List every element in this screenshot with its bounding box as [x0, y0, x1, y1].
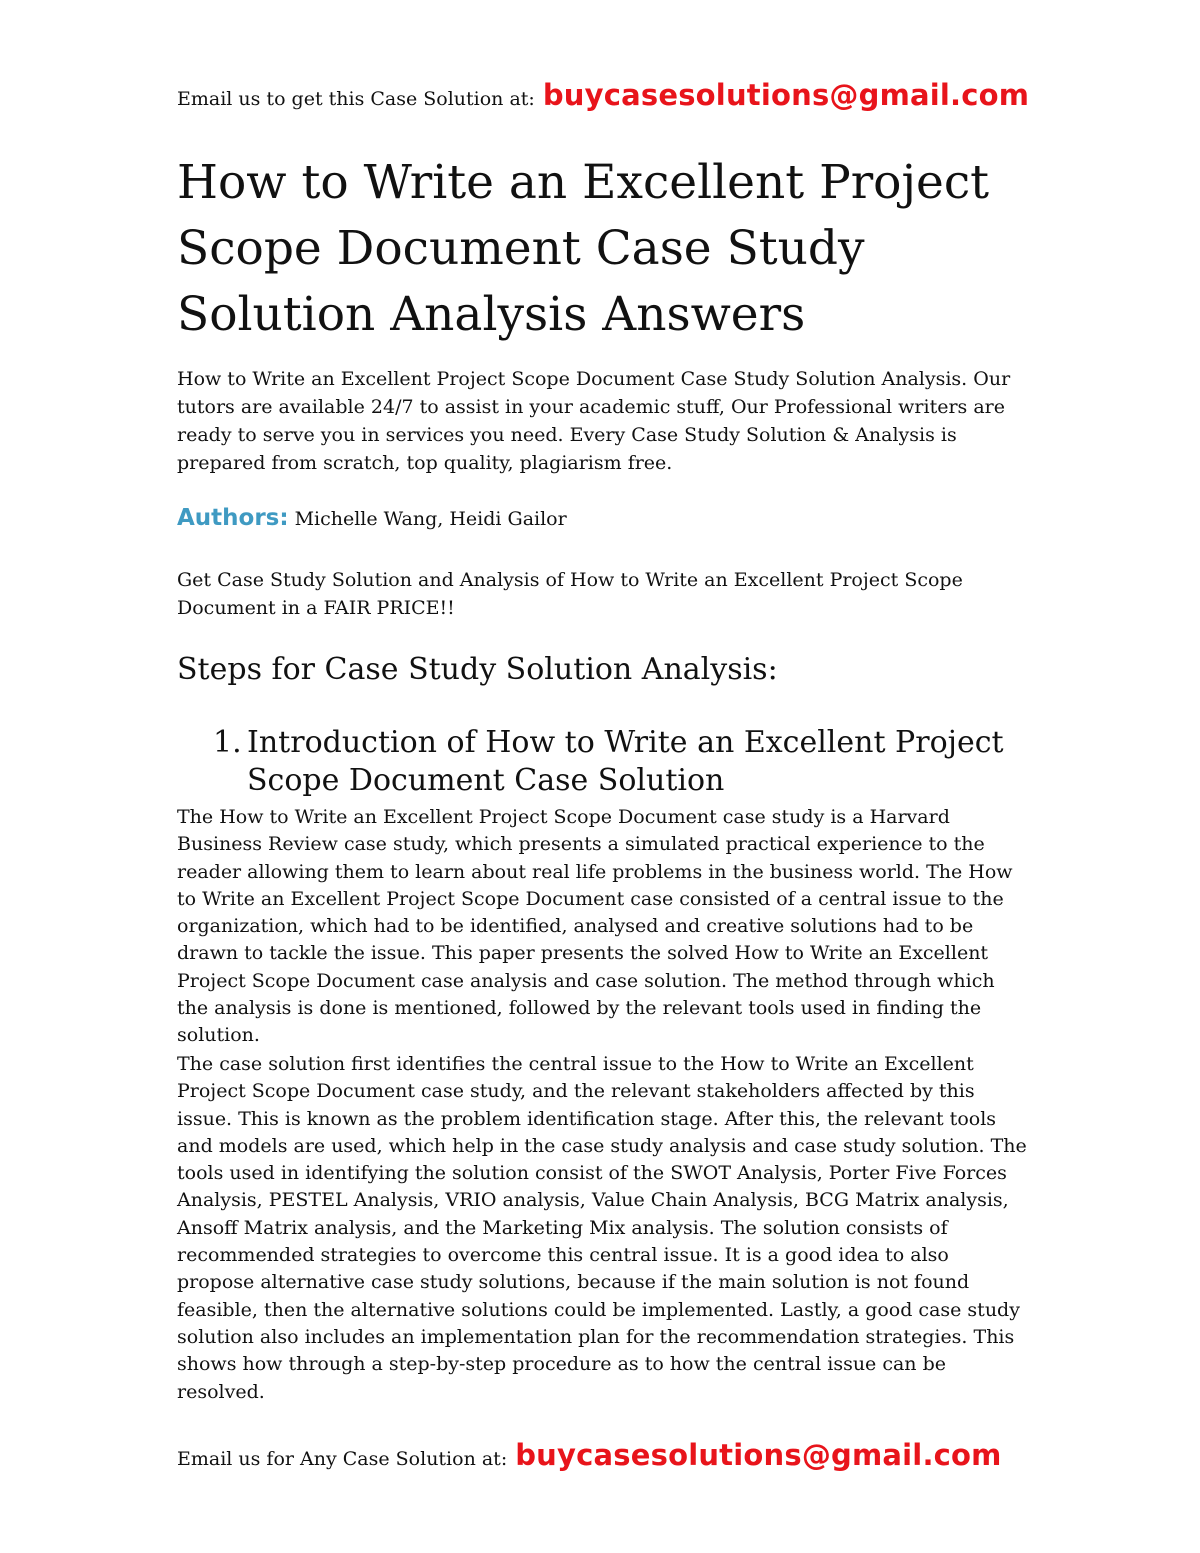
email-address-link[interactable]: buycasesolutions@gmail.com	[515, 1438, 1002, 1472]
intro-paragraph: How to Write an Excellent Project Scope Document Case Study Solution Analysis. Our tutors are available 24/7 to assist in your academic stuff, Our Professional writers are ready to serve you in services you need. Every Case Study Solution & Analysis is prepared from scratch, top quality, plagiarism free.	[177, 368, 1011, 474]
body-paragraph-1: The How to Write an Excellent Project Scope Document case study is a Harvard Business Review case study, which presents a simulated practical experience to the reader allowing them to learn about real life problems in the business world. The How to Write an Excellent Project Scope Document case consisted of a central issue to the organization, which had to be identified, analysed and creative solutions had to be drawn to tackle the issue. This paper presents the solved How to Write an Excellent Project Scope Document case analysis and case solution. The method through which the analysis is done is mentioned, followed by the relevant tools used in finding the solution.	[177, 806, 1013, 1047]
email-prefix: Email us to get this Case Solution at:	[177, 88, 535, 110]
email-prefix: Email us for Any Case Solution at:	[177, 1448, 508, 1470]
step-text: Introduction of How to Write an Excellent Project Scope Document Case Solution	[247, 725, 1004, 798]
email-address-link[interactable]: buycasesolutions@gmail.com	[542, 78, 1030, 112]
step-number: 1.	[213, 725, 242, 760]
authors-names: Michelle Wang, Heidi Gailor	[294, 508, 567, 530]
body-paragraph-2: The case solution first identifies the central issue to the How to Write an Excellent Project Scope Document case study, and the relevant stakeholders affected by this issue. This is known as the problem identification stage. After this, the relevant tools and models are used, which help in the case study analysis and case study solution. The tools used in identifying the solution consist of the SWOT Analysis, Porter Five Forces Analysis, PESTEL Analysis, VRIO analysis, Value Chain Analysis, BCG Matrix analysis, Ansoff Matrix analysis, and the Marketing Mix analysis. The solution consists of recommended strategies to overcome this central issue. It is a good idea to also propose alternative case study solutions, because if the main solution is not found feasible, then the alternative solutions could be implemented. Lastly, a good case study solution also includes an implementation plan for the recommendation strategies. This shows how through a step-by-step procedure as to how the central issue can be resolved.	[177, 1053, 1027, 1403]
steps-heading: Steps for Case Study Solution Analysis:	[177, 652, 778, 687]
step-1-heading	[213, 724, 1033, 800]
fair-price-paragraph: Get Case Study Solution and Analysis of How to Write an Excellent Project Scope Document in a FAIR PRICE!!	[177, 569, 963, 619]
authors-line	[177, 505, 1027, 531]
email-banner-top	[177, 78, 1029, 112]
authors-label: Authors:	[177, 505, 289, 531]
document-title: How to Write an Excellent Project Scope Document Case Study Solution Analysis Answers	[177, 155, 990, 342]
email-banner-bottom	[177, 1438, 1002, 1472]
